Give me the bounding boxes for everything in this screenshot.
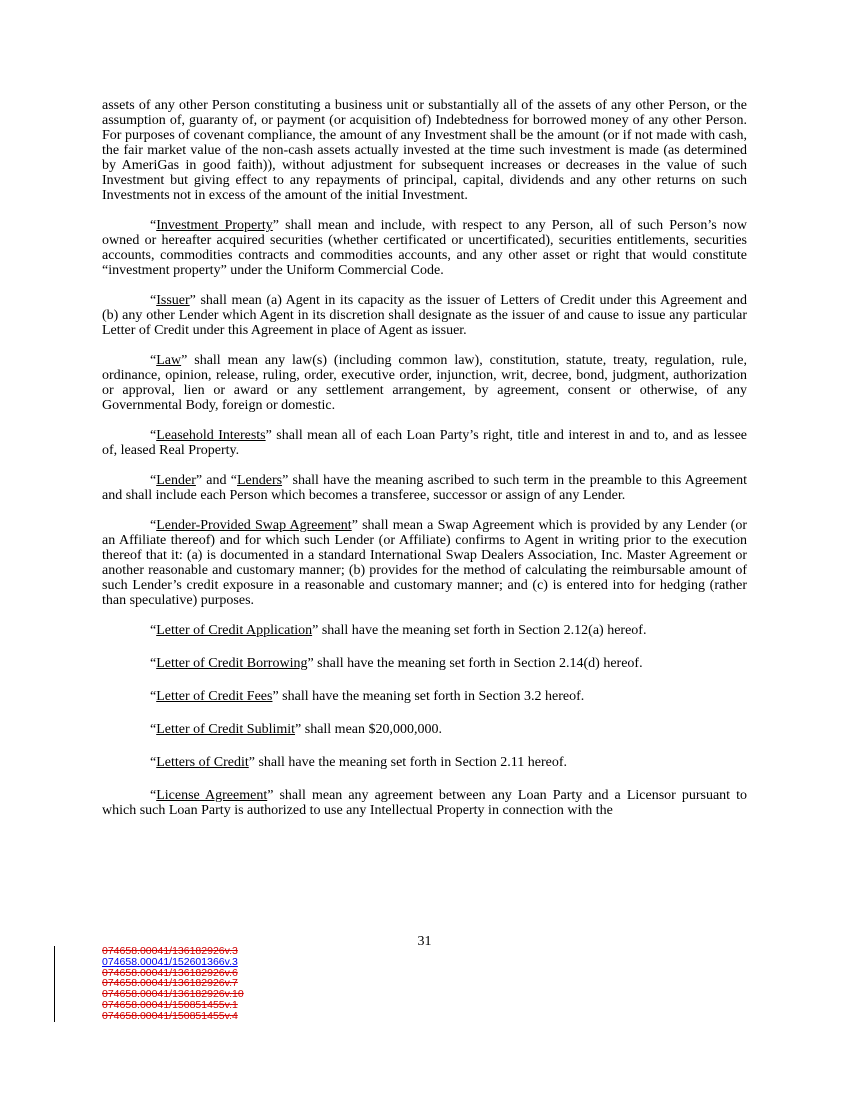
doc-id-deleted: 074658.00041/150851455v.1 [102,998,238,1011]
definition-letters-of-credit: “Letters of Credit” shall have the meaning set forth in Section 2.11 hereof. [150,755,568,770]
defined-term: Letters of Credit [156,755,249,770]
defined-term: Lenders [236,473,283,488]
doc-id-deleted: 074658.00041/136182926v.10 [102,988,244,1001]
definition-letter-of-credit-borrowing: “Letter of Credit Borrowing” shall have the meaning set forth in Section 2.14(d) hereof. [150,656,643,671]
definition-leasehold-interests: “Leasehold Interests” shall mean all of each Loan Party’s right, title and interest in and to, and as lessee of, leased Real Property. [102,428,747,458]
document-body [102,98,747,818]
page-number: 31 [417,934,432,949]
defined-term: License Agreement [156,788,268,803]
doc-id-deleted: 074658.00041/150851455v.4 [102,1009,238,1022]
defined-term: Issuer [156,293,190,308]
definition-issuer: “Issuer” shall mean (a) Agent in its capacity as the issuer of Letters of Credit under this Agreement and (b) any other Lender which Agent in its discretion shall designate as the issuer of and cause to issue any particular Letter of Credit under this Agreement in place of Agent as issuer. [102,293,747,338]
defined-term: Letter of Credit Borrowing [156,656,308,671]
definition-lender-provided-swap-agreement: “Lender-Provided Swap Agreement” shall mean a Swap Agreement which is provided by any Lender (or an Affiliate thereof) and for which such Lender (or Affiliate) confirms to Agent in writing prior to the execution thereof that it: (a) is documented in a standard International Swap Dealers Association, Inc. Master Agreement or another reasonable and customary manner; (b) provides for the method of calculating the reimbursable amount of such Lender’s credit exposure in a reasonable and customary manner; and (c) is entered into for hedging (rather than speculative) purposes. [102,518,748,608]
definition-law: “Law” shall mean any law(s) (including common law), constitution, statute, treaty, regulation, rule, ordinance, opinion, release, ruling, order, executive order, injunction, writ, decree, bond, judgment, authorization or approval, lien or award or any settlement arrangement, by agreement, consent or otherwise, of any Governmental Body, foreign or domestic. [102,353,747,413]
definition-letter-of-credit-sublimit: “Letter of Credit Sublimit” shall mean $20,000,000. [150,722,443,737]
defined-term: Letter of Credit Application [156,623,313,638]
definition-letter-of-credit-fees: “Letter of Credit Fees” shall have the meaning set forth in Section 3.2 hereof. [150,689,585,704]
doc-id-deleted: 074658.00041/136182926v.6 [102,966,238,979]
defined-term: Leasehold Interests [156,428,266,443]
document-id-footer [54,946,244,1022]
defined-term: Investment Property [156,218,273,233]
paragraph-investment-continued: assets of any other Person constituting a business unit or substantially all of the assets of any other Person, or the assumption of, guaranty of, or payment (or acquisition of) Indebtedness for borrowed money of any other Person. For purposes of covenant compliance, the amount of any Investment shall be the amount (or if not made with cash, the fair market value of the non-cash assets actually invested at the time such investment is made (as determined by AmeriGas in good faith)), without adjustment for subsequent increases or decreases in the value of such Investment but giving effect to any repayments of principal, capital, dividends and any other returns on such Investments not in excess of the amount of the initial Investment. [102,98,747,203]
defined-term: Letter of Credit Fees [156,689,273,704]
doc-id-deleted: 074658.00041/136182926v.7 [102,977,238,990]
definition-lender: “Lender” and “Lenders” shall have the meaning ascribed to such term in the preamble to this Agreement and shall include each Person which becomes a transferee, successor or assign of any Lender. [102,473,747,503]
defined-term: Lender [156,473,196,488]
defined-term: Law [156,353,182,368]
definition-letter-of-credit-application: “Letter of Credit Application” shall have the meaning set forth in Section 2.12(a) hereof. [150,623,647,638]
defined-term: Letter of Credit Sublimit [156,722,296,737]
doc-id-deleted: 074658.00041/136182926v.3 [102,945,238,957]
definition-investment-property: “Investment Property” shall mean and include, with respect to any Person, all of such Person’s now owned or hereafter acquired securities (whether certificated or uncertificated), securities entitlements, securities accounts, commodities contracts and commodities accounts, and any other asset or right that would constitute “investment property” under the Uniform Commercial Code. [102,218,747,278]
definition-license-agreement: “License Agreement” shall mean any agreement between any Loan Party and a Licensor pursuant to which such Loan Party is authorized to use any Intellectual Property in connection with the [102,788,747,818]
doc-id-inserted: 074658.00041/152601366v.3 [102,955,238,968]
defined-term: Lender-Provided Swap Agreement [156,518,352,533]
